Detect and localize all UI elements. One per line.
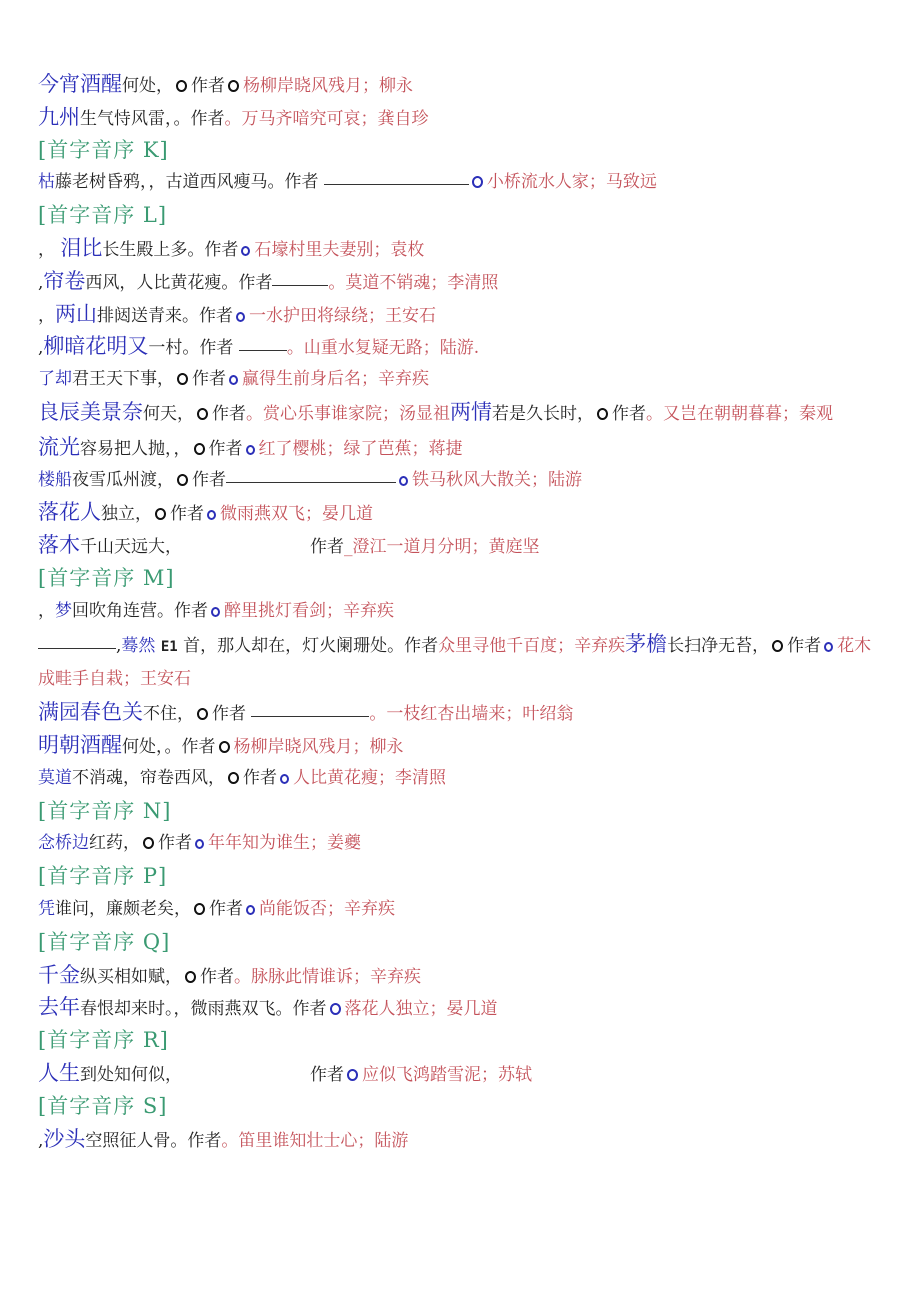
author-label: 作者 bbox=[192, 369, 226, 390]
poem-line bbox=[38, 232, 888, 265]
circle-marker-icon bbox=[280, 774, 289, 784]
line-text: 西风，人比黄花瘦。作者 bbox=[85, 272, 273, 293]
answer-text: 花木成畦手自栽；王安石 bbox=[38, 635, 872, 690]
circle-marker-icon bbox=[177, 373, 188, 385]
circle-marker-icon bbox=[472, 176, 483, 188]
keyword: 人生 bbox=[38, 1060, 80, 1085]
blank-underline bbox=[324, 170, 469, 185]
line-text: 何处， bbox=[122, 76, 173, 96]
poem-line bbox=[38, 431, 888, 464]
line-text: 纵买相如赋， bbox=[80, 966, 182, 987]
blank-underline bbox=[226, 468, 396, 483]
answer-text: 。脉脉此情谁诉；辛弃疾 bbox=[234, 966, 421, 987]
keyword: 九州 bbox=[38, 104, 80, 129]
circle-marker-icon bbox=[399, 476, 408, 486]
keyword: 良辰美景奈 bbox=[38, 399, 143, 424]
author-label: 作者 bbox=[310, 537, 344, 558]
answer-text: _澄江一道月分明；黄庭坚 bbox=[344, 537, 540, 558]
line-text: 谁问，廉颇老矣， bbox=[55, 898, 191, 919]
author-label: 者 bbox=[804, 635, 822, 656]
answer-text: 。笛里谁知壮士心；陆游 bbox=[221, 1130, 409, 1151]
section-header: [首字音序 N] bbox=[38, 798, 172, 823]
circle-marker-icon bbox=[176, 80, 187, 92]
poem-line bbox=[38, 827, 888, 860]
answer-text: 。山重水复疑无路；陆游. bbox=[286, 338, 480, 359]
circle-marker-icon bbox=[177, 474, 188, 486]
circle-marker-icon bbox=[347, 1069, 358, 1081]
line-text: 不消魂，帘卷西风， bbox=[72, 767, 225, 788]
keyword: 莫道 bbox=[38, 767, 72, 788]
answer-text: 众里寻他千百度；辛弃疾 bbox=[438, 635, 626, 656]
circle-marker-icon bbox=[197, 408, 208, 420]
line-text: 生气恃风雷，。作者 bbox=[80, 108, 225, 129]
poem-line bbox=[38, 1123, 888, 1156]
poem-line bbox=[38, 464, 888, 497]
author-label: 作者 bbox=[191, 76, 225, 96]
circle-marker-icon bbox=[229, 375, 238, 385]
poem-line bbox=[38, 298, 888, 331]
poem-line bbox=[38, 628, 888, 697]
section-header: [首字音序 K] bbox=[38, 137, 169, 162]
punctuation: , bbox=[116, 635, 122, 656]
poem-line bbox=[38, 959, 888, 992]
line-text: 夜雪瓜州渡， bbox=[72, 469, 174, 490]
keyword: 去年 bbox=[38, 995, 80, 1020]
circle-marker-icon bbox=[197, 708, 208, 720]
circle-marker-icon bbox=[219, 741, 230, 753]
answer-text: 一水护田将绿绕；王安石 bbox=[249, 305, 436, 326]
keyword: 满园春色关 bbox=[38, 700, 143, 725]
punctuation: , bbox=[38, 272, 44, 293]
answer-text: 铁马秋风大散关；陆游 bbox=[412, 469, 582, 490]
line-text: 不住， bbox=[143, 704, 194, 725]
poem-line bbox=[38, 696, 888, 729]
section-header: [首字音序 M] bbox=[38, 565, 175, 590]
answer-text: 杨柳岸晓风残月；柳永 bbox=[233, 736, 404, 757]
answer-text: 落花人独立；晏几道 bbox=[344, 999, 498, 1020]
line-text: 排闼送青来。作者 bbox=[97, 305, 233, 326]
line-text: 独立， bbox=[101, 504, 152, 525]
line-text: 何处，。作者 bbox=[122, 736, 216, 757]
answer-text: 红了樱桃；绿了芭蕉；蒋捷 bbox=[258, 438, 463, 459]
poem-line bbox=[38, 166, 888, 199]
code-text: E1 bbox=[160, 638, 178, 655]
circle-marker-icon bbox=[241, 246, 250, 256]
blank-underline bbox=[38, 634, 116, 649]
poem-line bbox=[38, 68, 888, 101]
circle-marker-icon bbox=[246, 905, 255, 915]
author-label: 作者 bbox=[208, 438, 243, 459]
author-label: 作 bbox=[787, 635, 805, 656]
circle-marker-icon bbox=[824, 642, 833, 652]
keyword: 泪比 bbox=[60, 235, 103, 260]
circle-marker-icon bbox=[195, 839, 204, 849]
line-text: 红药， bbox=[89, 833, 140, 854]
answer-text: 醉里挑灯看剑；辛弃疾 bbox=[224, 600, 394, 621]
keyword: 今宵酒醒 bbox=[38, 72, 122, 96]
circle-marker-icon bbox=[143, 837, 154, 849]
document-page bbox=[38, 68, 888, 1155]
author-label: 作者 bbox=[243, 767, 277, 788]
keyword: 落木 bbox=[38, 533, 80, 558]
author-label: 作者 bbox=[612, 403, 646, 424]
poem-line bbox=[38, 101, 888, 134]
section-header: [首字音序 L] bbox=[38, 203, 168, 228]
poem-line bbox=[38, 265, 888, 298]
poem-line bbox=[38, 893, 888, 926]
line-text: 一村。作者 bbox=[148, 338, 234, 359]
line-text: 何天， bbox=[143, 403, 194, 424]
keyword: 念桥边 bbox=[38, 833, 89, 854]
answer-text: 。万马齐喑究可哀；龚自珍 bbox=[224, 108, 429, 129]
circle-marker-icon bbox=[194, 903, 205, 915]
answer-text: 。莫道不销魂；李清照 bbox=[328, 272, 499, 293]
author-label: 作者 bbox=[192, 469, 226, 490]
poem-line bbox=[38, 762, 888, 795]
circle-marker-icon bbox=[185, 971, 196, 983]
keyword: 两山 bbox=[55, 301, 97, 326]
author-label: 作者 bbox=[310, 1064, 344, 1085]
answer-text: 。又岂在朝朝暮暮；秦观 bbox=[646, 403, 833, 424]
poem-line bbox=[38, 396, 888, 431]
circle-marker-icon bbox=[597, 408, 608, 420]
keyword: 明朝酒醒 bbox=[38, 732, 122, 757]
circle-marker-icon bbox=[246, 445, 255, 455]
circle-marker-icon bbox=[207, 510, 216, 520]
line-text: 君王天下事， bbox=[72, 369, 174, 390]
punctuation: ， bbox=[38, 305, 55, 326]
author-label: 作者 bbox=[170, 504, 204, 525]
circle-marker-icon bbox=[211, 607, 220, 617]
circle-marker-icon bbox=[772, 640, 783, 652]
answer-text: 小桥流水人家；马致远 bbox=[486, 172, 657, 193]
circle-marker-icon bbox=[155, 508, 166, 520]
line-text: 空照征人骨。作者 bbox=[85, 1130, 222, 1151]
keyword: 楼船 bbox=[38, 469, 72, 490]
keyword: 帘卷 bbox=[43, 268, 86, 293]
circle-marker-icon bbox=[236, 312, 245, 322]
answer-text: 杨柳岸晓风残月；柳永 bbox=[243, 76, 413, 96]
circle-marker-icon bbox=[228, 80, 239, 92]
circle-marker-icon bbox=[330, 1003, 341, 1015]
answer-text: 石壕村里夫妻别；袁枚 bbox=[254, 239, 425, 260]
circle-marker-icon bbox=[228, 772, 239, 784]
line-text: 长扫净无苔， bbox=[667, 635, 770, 656]
author-label: 作者 bbox=[158, 833, 192, 854]
keyword: 流光 bbox=[38, 434, 80, 459]
keyword: 梦 bbox=[55, 600, 72, 621]
section-header: [首字音序 R] bbox=[38, 1028, 169, 1053]
keyword: 枯 bbox=[38, 172, 55, 193]
section-header: [首字音序 S] bbox=[38, 1093, 168, 1118]
punctuation: ， bbox=[38, 600, 55, 621]
section-header: [首字音序 P] bbox=[38, 864, 168, 889]
author-label: 作者 bbox=[212, 403, 246, 424]
poem-line bbox=[38, 529, 888, 562]
punctuation: , bbox=[38, 1130, 44, 1151]
answer-text: 年年知为谁生；姜夔 bbox=[208, 833, 361, 854]
line-text: 容易把人抛，， bbox=[80, 438, 191, 459]
answer-text: 应似飞鸿踏雪泥；苏轼 bbox=[362, 1064, 532, 1085]
keyword: 千金 bbox=[38, 962, 80, 987]
line-text: 长生殿上多。作者 bbox=[102, 239, 239, 260]
poem-line bbox=[38, 363, 888, 396]
poem-line bbox=[38, 496, 888, 529]
author-label: 作者 bbox=[209, 898, 243, 919]
author-label: 作者 bbox=[212, 704, 246, 725]
poem-line bbox=[38, 991, 888, 1024]
answer-text: 微雨燕双飞；晏几道 bbox=[220, 504, 373, 525]
answer-text: 。赏心乐事谁家院；汤显祖 bbox=[246, 403, 450, 424]
answer-text: 人比黄花瘦；李清照 bbox=[293, 767, 446, 788]
keyword: 沙头 bbox=[43, 1126, 86, 1151]
punctuation: , bbox=[38, 338, 44, 359]
keyword: 了却 bbox=[38, 369, 72, 390]
circle-marker-icon bbox=[194, 443, 205, 455]
poem-line bbox=[38, 595, 888, 628]
blank-underline bbox=[272, 271, 328, 286]
poem-line bbox=[38, 1057, 888, 1090]
author-label: 作者 bbox=[200, 966, 234, 987]
line-text: 回吹角连营。作者 bbox=[72, 600, 208, 621]
section-header: [首字音序 Q] bbox=[38, 929, 171, 954]
line-text: 藤老树昏鸦，，古道西风瘦马。作者 bbox=[55, 172, 319, 193]
keyword: 凭 bbox=[38, 898, 55, 919]
answer-text: 赢得生前身后名；辛弃疾 bbox=[242, 369, 429, 390]
line-text: 若是久长时， bbox=[492, 403, 594, 424]
blank-underline bbox=[251, 702, 369, 717]
blank-underline bbox=[239, 336, 287, 351]
keyword: 茅檐 bbox=[625, 631, 668, 656]
line-text: 千山天远大， bbox=[80, 537, 182, 558]
keyword: 两情 bbox=[450, 399, 492, 424]
answer-text: 。一枝红杏出墙来；叶绍翁 bbox=[369, 704, 574, 725]
keyword: 蓦然 bbox=[121, 635, 156, 656]
keyword: 柳暗花明又 bbox=[43, 334, 149, 359]
answer-text: 尚能饭否；辛弃疾 bbox=[259, 898, 395, 919]
punctuation: ， bbox=[38, 239, 55, 260]
keyword: 落花人 bbox=[38, 500, 101, 525]
poem-line bbox=[38, 729, 888, 762]
line-text: 春恨却来时。，微雨燕双飞。作者 bbox=[80, 999, 327, 1020]
poem-line bbox=[38, 330, 888, 363]
line-text: 到处知何似， bbox=[80, 1064, 182, 1085]
line-text: 首，那人却在，灯火阑珊处。作者 bbox=[183, 635, 439, 656]
